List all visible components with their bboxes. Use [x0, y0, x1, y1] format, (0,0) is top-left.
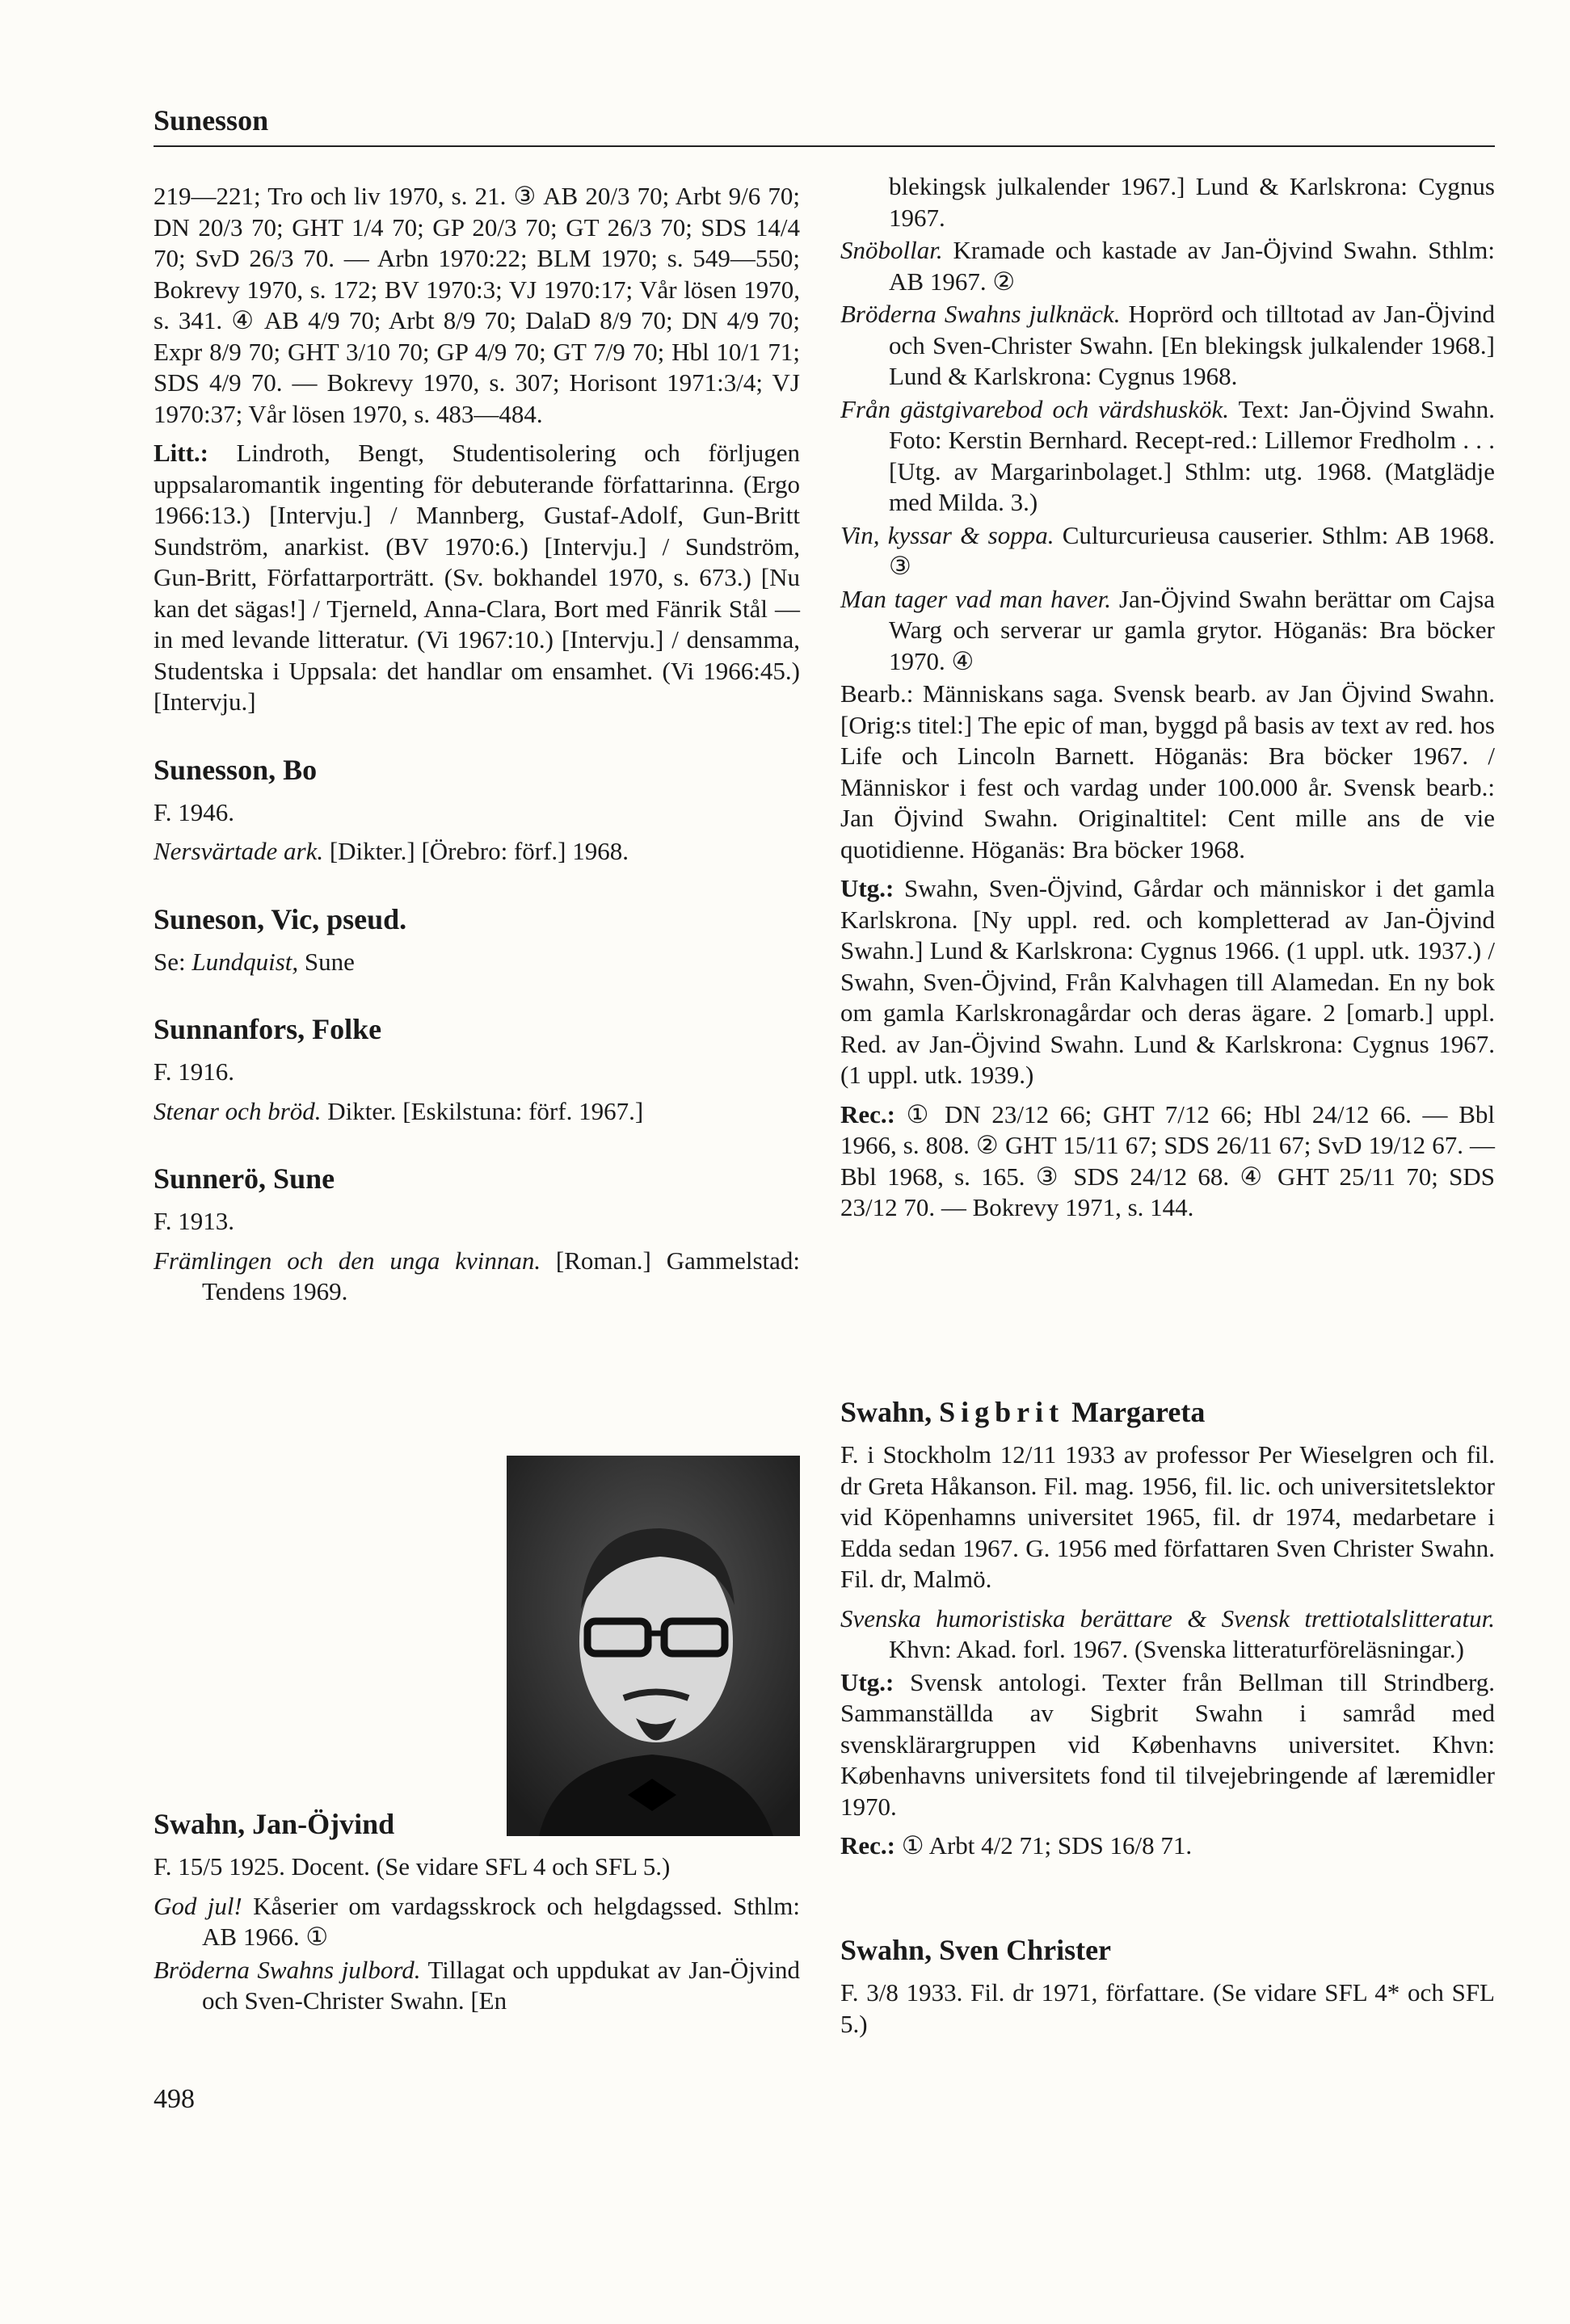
text-segment: Sunesson, Bo	[154, 753, 318, 786]
page-number: 498	[154, 2084, 195, 2114]
label-text: Litt.:	[154, 439, 209, 467]
text-segment: Jan-Öjvind Swahn berättar om Cajsa Warg och serverar ur gamla grytor. Höganäs: Bra böcker 1970. ④	[889, 584, 1495, 675]
text-segment: Lindroth, Bengt, Studentisolering och förljugen uppsalaromantik ingenting för debuterande författarinna. (Ergo 1966:13.) [Intervju.] / Mannberg, Gustaf-Adolf, Gun-Britt Sundström, anarkist. (BV 1970:6.) [Intervju.] / Sundström, Gun-Britt, Författarporträtt. (Sv. bokhandel 1970, s. 673.) [Nu kan det sägas!] / Tjerneld, Anna-Clara, Bort med Fänrik Stål — in med levande litteratur. (Vi 1967:10.) [Intervju.] / densamma, Studentska i Uppsala: det handlar om ensamhet. (Vi 1966:45.) [Intervju.]	[154, 439, 800, 716]
text-segment: Swahn, Sven-Öjvind, Gårdar och människor i det gamla Karlskrona. [Ny uppl. red. och kompletterad av Jan-Öjvind Swahn.] Lund & Karlskrona: Cygnus 1966. (1 uppl. utk. 1937.) / Swahn, Sven-Öjvind, Från Kalvhagen till Alamedan. En ny bok om gamla Karlskronagårdar och deras ägare. 2 [omarb.] uppl. Red. av Jan-Öjvind Swahn. Lund & Karlskrona: Cygnus 1967. (1 uppl. utk. 1939.)	[840, 874, 1495, 1089]
entry-paragraph	[840, 1099, 1495, 1224]
label-text: Utg.:	[840, 874, 894, 902]
text-segment: Sigbrit	[939, 1396, 1065, 1428]
bibliography-entry	[154, 1955, 800, 2017]
text-segment: Khvn: Akad. forl. 1967. (Svenska litteraturföreläsningar.)	[889, 1635, 1464, 1663]
right-column-bottom	[840, 1934, 1495, 2048]
title-text: Lundquist,	[192, 947, 299, 976]
text-segment: Dikter. [Eskilstuna: förf. 1967.]	[321, 1096, 644, 1125]
entry-paragraph	[154, 1851, 800, 1883]
right-column-mid	[840, 1396, 1495, 1870]
title-text: Svenska humoristiska berättare & Svensk trettiotalslitteratur.	[840, 1603, 1495, 1633]
bibliography-entry	[840, 171, 1495, 233]
text-segment: F. 15/5 1925. Docent. (Se vidare SFL 4 och SFL 5.)	[154, 1852, 671, 1881]
bibliography-entry	[840, 235, 1495, 297]
entry-paragraph	[840, 873, 1495, 1091]
entry-paragraph	[840, 1977, 1495, 2040]
title-text: Vin, kyssar & soppa.	[840, 520, 1054, 549]
bibliography-entry	[840, 520, 1495, 582]
text-segment: Se:	[154, 947, 192, 976]
text-segment: Kramade och kastade av Jan-Öjvind Swahn. Sthlm: AB 1967. ②	[889, 236, 1495, 296]
running-head: Sunesson	[154, 104, 269, 137]
entry-heading	[154, 903, 800, 935]
entry-paragraph	[154, 1057, 800, 1088]
title-text: God jul!	[154, 1891, 242, 1920]
text-segment: ① DN 23/12 66; GHT 7/12 66; Hbl 24/12 66. — Bbl 1966, s. 808. ② GHT 15/11 67; SDS 26/11 67; SvD 19/12 67. — Bbl 1968, s. 165. ③ SDS 24/12 68. ④ GHT 25/11 70; SDS 23/12 70. — Bokrevy 1971, s. 144.	[840, 1099, 1495, 1221]
right-column-top	[840, 171, 1495, 1232]
entry-paragraph	[840, 1667, 1495, 1823]
title-text: Från gästgivarebod och värdshuskök.	[840, 394, 1229, 423]
text-segment: F. i Stockholm 12/11 1933 av professor Per Wieselgren och fil. dr Greta Håkanson. Fil. mag. 1956, fil. lic. och universitetslektor vid Köpenhamns universitet 1965, fil. dr 1974, medarbetare i Edda sedan 1967. G. 1956 med författaren Sven Christer Swahn. Fil. dr, Malmö.	[840, 1440, 1495, 1593]
text-segment: F. 3/8 1933. Fil. dr 1971, författare. (Se vidare SFL 4* och SFL 5.)	[840, 1978, 1495, 2038]
entry-paragraph	[154, 797, 800, 829]
title-text: Nersvärtade ark.	[154, 837, 324, 865]
entry-heading	[154, 1162, 800, 1195]
entry-paragraph	[840, 679, 1495, 865]
text-segment: Bearb.: Människans saga. Svensk bearb. av Jan Öjvind Swahn. [Orig:s titel:] The epic of man, byggd på basis av text av red. hos Life och Lincoln Barnett. Höganäs: Bra böcker 1967. / Människor i fest och vardag under 100.000 år. Svensk bearb.: Jan Öjvind Swahn. Originaltitel: Cent mille ans de vie quotidienne. Höganäs: Bra böcker 1968.	[840, 679, 1495, 864]
label-text: Utg.:	[840, 1667, 894, 1696]
label-text: Rec.:	[840, 1831, 895, 1860]
entry-heading	[154, 754, 800, 786]
text-segment: ① Arbt 4/2 71; SDS 16/8 71.	[894, 1831, 1193, 1860]
text-segment: Sunnerö, Sune	[154, 1162, 335, 1195]
entry-paragraph	[840, 1830, 1495, 1862]
entry-paragraph	[154, 947, 800, 978]
bibliography-entry	[154, 836, 800, 868]
left-column-top	[154, 181, 800, 1309]
bibliography-entry	[840, 1603, 1495, 1666]
bibliography-entry	[154, 1891, 800, 1953]
entry-paragraph	[154, 438, 800, 718]
text-segment: Kåserier om vardagsskrock och helgdagssed. Sthlm: AB 1966. ①	[202, 1891, 800, 1951]
bibliography-entry	[154, 1246, 800, 1308]
text-segment: F. 1946.	[154, 797, 235, 826]
text-segment: Suneson, Vic, pseud.	[154, 902, 407, 935]
text-segment: Text: Jan-Öjvind Swahn. Foto: Kerstin Bernhard. Recept-red.: Lillemor Fredholm . . . [Utg. av Margarinbolaget.] Sthlm: utg. 1968. (Matglädje med Milda. 3.)	[889, 394, 1495, 516]
entry-paragraph	[840, 1439, 1495, 1595]
entry-heading	[840, 1934, 1495, 1966]
text-segment: [Dikter.] [Örebro: förf.] 1968.	[323, 837, 629, 865]
title-text: Främlingen och den unga kvinnan.	[154, 1246, 541, 1275]
text-segment: 219—221; Tro och liv 1970, s. 21. ③ AB 20/3 70; Arbt 9/6 70; DN 20/3 70; GHT 1/4 70; GP 20/3 70; GT 26/3 70; SDS 14/4 70; SvD 26/3 70. — Arbn 1970:22; BLM 1970; s. 549—550; Bokrevy 1970, s. 172; BV 1970:3; VJ 1970:17; Vår lösen 1970, s. 341. ④ AB 4/9 70; Arbt 8/9 70; DalaD 8/9 70; DN 4/9 70; Expr 8/9 70; GHT 3/10 70; GP 4/9 70; GT 7/9 70; Hbl 10/1 71; SDS 4/9 70. — Bokrevy 1970, s. 307; Horisont 1971:3/4; VJ 1970:37; Vår lösen 1970, s. 483—484.	[154, 182, 800, 428]
entry-paragraph	[154, 1206, 800, 1238]
left-column-bottom	[154, 1808, 800, 2019]
text-segment: Hoprörd och tilltotad av Jan-Öjvind och Sven-Christer Swahn. [En blekingsk julkalender 1968.] Lund & Karlskrona: Cygnus 1968.	[889, 300, 1496, 390]
entry-paragraph	[154, 181, 800, 430]
portrait-photo	[507, 1456, 800, 1836]
text-segment: Swahn, Sven Christer	[840, 1934, 1112, 1966]
text-segment: F. 1913.	[154, 1207, 235, 1235]
text-segment: Margareta	[1064, 1396, 1206, 1428]
header-rule	[154, 145, 1495, 147]
portrait-icon	[507, 1456, 800, 1836]
entry-heading	[840, 1396, 1495, 1428]
bibliography-entry	[840, 584, 1495, 678]
text-segment: Culturcurieusa causerier. Sthlm: AB 1968. ③	[889, 520, 1495, 580]
title-text: Snöbollar.	[840, 236, 943, 264]
text-segment: blekingsk julkalender 1967.] Lund & Karlskrona: Cygnus 1967.	[889, 172, 1495, 232]
bibliography-entry	[840, 394, 1495, 519]
label-text: Rec.:	[840, 1099, 895, 1128]
text-segment: [Roman.] Gammelstad: Tendens 1969.	[202, 1246, 800, 1305]
title-text: Bröderna Swahns julknäck.	[840, 300, 1121, 328]
entry-heading	[154, 1013, 800, 1045]
text-segment: F. 1916.	[154, 1057, 235, 1086]
text-segment: Sune	[298, 947, 355, 976]
title-text: Bröderna Swahns julbord.	[154, 1955, 421, 1984]
text-segment: Sunnanfors, Folke	[154, 1013, 382, 1045]
text-segment: Tillagat och uppdukat av Jan-Öjvind och Sven-Christer Swahn. [En	[202, 1955, 801, 2015]
text-segment: Swahn,	[840, 1396, 940, 1428]
bibliography-entry	[840, 299, 1495, 393]
text-segment: Svensk antologi. Texter från Bellman till Strindberg. Sammanställda av Sigbrit Swahn i samråd med svensklärargruppen vid Københavns universitet. Khvn: Københavns universitets fond til tilvejebringende af læremidler 1970.	[840, 1667, 1495, 1821]
text-segment: Swahn, Jan-Öjvind	[154, 1808, 395, 1840]
title-text: Man tager vad man haver.	[840, 584, 1112, 613]
title-text: Stenar och bröd.	[154, 1096, 322, 1125]
bibliography-entry	[154, 1096, 800, 1128]
